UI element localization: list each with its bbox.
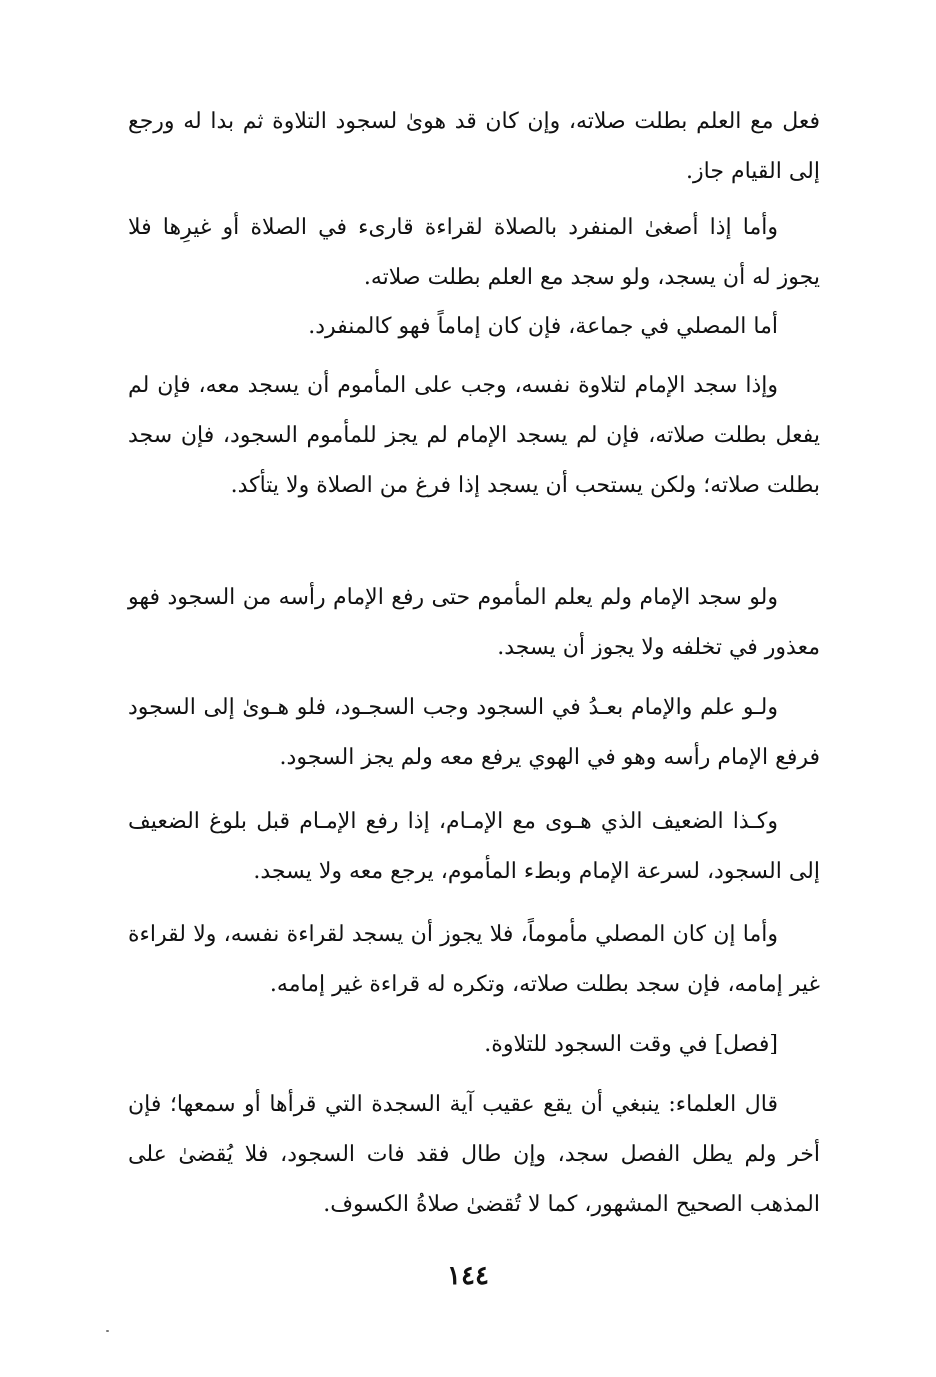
paragraph-follower-reading: وأما إن كان المصلي مأموماً، فلا يجوز أن يسجد لقراءة نفسه، ولا لقراءة غير إمامه، فإن سجد بطلت صلاته، وتكره له قراءة غير إمامه.	[128, 922, 820, 997]
paragraph-continuation: فعل مع العلم بطلت صلاته، وإن كان قد هوىٰ لسجود التلاوة ثم بدا له ورجع إلى القيام جاز.	[128, 109, 820, 184]
paragraph-follower-unaware: ولو سجد الإمام ولم يعلم المأموم حتى رفع الإمام رأسه من السجود فهو معذور في تخلفه ولا يجوز أن يسجد.	[128, 585, 820, 660]
paragraph-follower-knew: ولـو علم والإمام بعـدُ في السجود وجب السجـود، فلو هـوىٰ إلى السجود فرفع الإمام رأسه وهو في الهوي يرفع معه ولم يجز السجود.	[128, 695, 820, 770]
scan-speck	[106, 1330, 109, 1332]
paragraph-scholars-timing: قال العلماء: ينبغي أن يقع عقيب آية السجدة التي قرأها أو سمعها؛ فإن أخر ولم يطل الفصل سجد، وإن طال فقد فات السجود، فلا يُقضىٰ على المذهب الصحيح المشهور، كما لا تُقضىٰ صلاةُ الكسوف.	[128, 1092, 820, 1217]
paragraph-congregation: أما المصلي في جماعة، فإن كان إماماً فهو كالمنفرد.	[308, 314, 778, 339]
paragraph-weak-follower: وكـذا الضعيف الذي هـوى مع الإمـام، إذا رفع الإمـام قبل بلوغ الضعيف إلى السجود، لسرعة الإمام وبطء المأموم، يرجع معه ولا يسجد.	[128, 809, 820, 884]
section-heading-timing: [فصل] في وقت السجود للتلاوة.	[484, 1032, 778, 1057]
page-number: ١٤٤	[447, 1261, 489, 1291]
paragraph-single-listener: وأما إذا أصغىٰ المنفرد بالصلاة لقراءة قارىء في الصلاة أو غيرِها فلا يجوز له أن يسجد، ولو سجد مع العلم بطلت صلاته.	[128, 215, 820, 290]
paragraph-imam-prostration: وإذا سجد الإمام لتلاوة نفسه، وجب على المأموم أن يسجد معه، فإن لم يفعل بطلت صلاته، فإن لم يسجد الإمام لم يجز للمأموم السجود، فإن سجد بطلت صلاته؛ ولكن يستحب أن يسجد إذا فرغ من الصلاة ولا يتأكد.	[128, 373, 820, 498]
